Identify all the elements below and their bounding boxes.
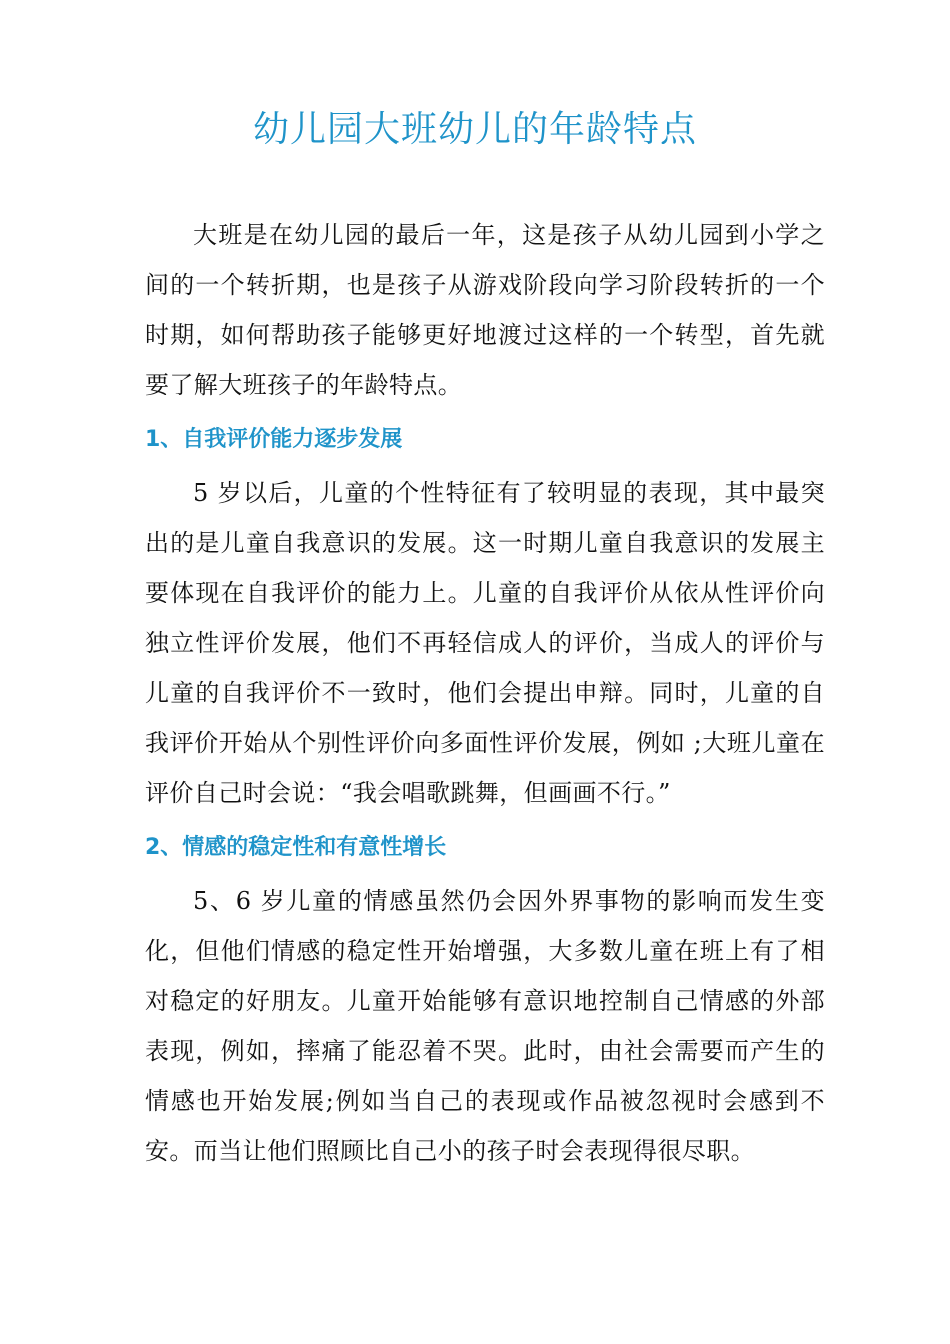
section-body-2: 5、6 岁儿童的情感虽然仍会因外界事物的影响而发生变化，但他们情感的稳定性开始增强，大多数儿童在班上有了相对稳定的好朋友。儿童开始能够有意识地控制自己情感的外部表现，例如，摔痛了能忍着不哭。此时，由社会需要而产生的情感也开始发展;例如当自己的表现或作品被忽视时会感到不安。而当让他们照顾比自己小的孩子时会表现得很尽职。 — [145, 887, 825, 1165]
intro-paragraph: 大班是在幼儿园的最后一年，这是孩子从幼儿园到小学之间的一个转折期，也是孩子从游戏阶段向学习阶段转折的一个时期，如何帮助孩子能够更好地渡过这样的一个转型，首先就要了解大班孩子的年龄特点。 — [145, 221, 825, 399]
document-body — [145, 210, 825, 1176]
document-title: 幼儿园大班幼儿的年龄特点 — [252, 109, 697, 150]
section-body-1: 5 岁以后，儿童的个性特征有了较明显的表现，其中最突出的是儿童自我意识的发展。这一时期儿童自我意识的发展主要体现在自我评价的能力上。儿童的自我评价从依从性评价向独立性评价发展，他们不再轻信成人的评价，当成人的评价与儿童的自我评价不一致时，他们会提出申辩。同时，儿童的自我评价开始从个别性评价向多面性评价发展，例如 ;大班儿童在评价自己时会说：“我会唱歌跳舞，但画画不行。” — [145, 479, 825, 807]
section-heading-2: 2、情感的稳定性和有意性增长 — [145, 835, 447, 860]
section-heading-1: 1、自我评价能力逐步发展 — [145, 427, 403, 452]
